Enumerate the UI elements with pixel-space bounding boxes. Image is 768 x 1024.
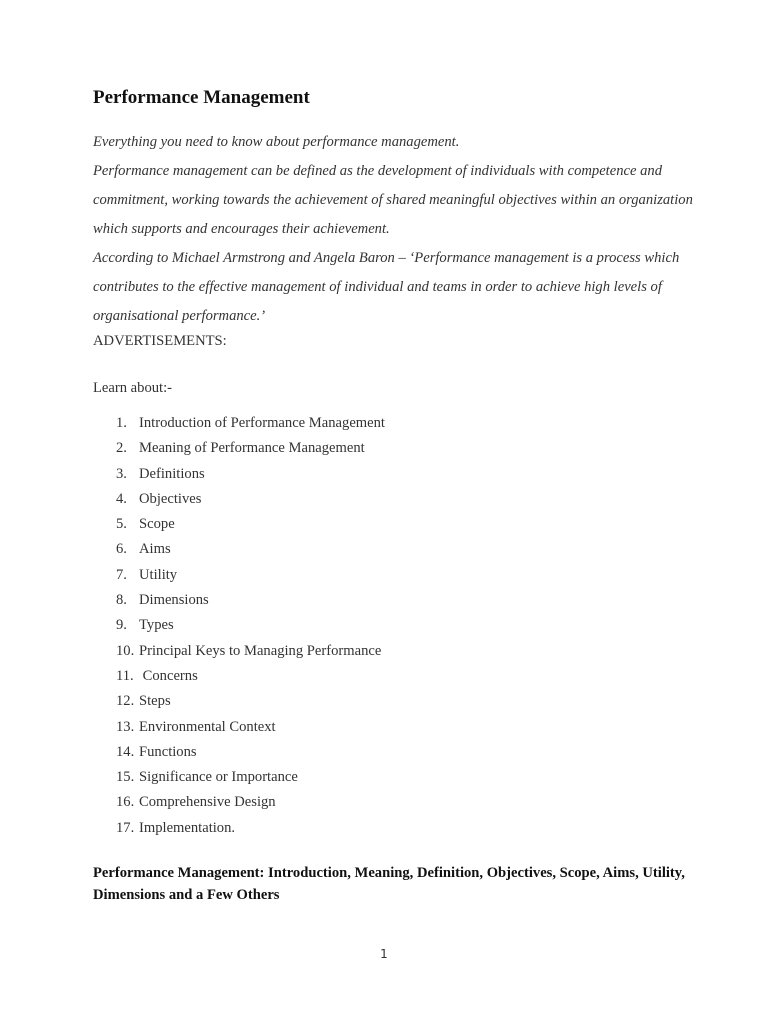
toc-item[interactable] (116, 588, 385, 613)
toc-item-text: Objectives (139, 490, 202, 507)
toc-item-text: Definitions (139, 465, 205, 482)
toc-item[interactable] (116, 664, 385, 689)
toc-item-text: Types (139, 617, 174, 634)
section-heading: Performance Management: Introduction, Meaning, Definition, Objectives, Scope, Aims, Utility, Dimensions and a Few Others (93, 865, 685, 903)
toc-item-number: 17. (116, 819, 135, 836)
toc-item-text: Significance or Importance (139, 769, 298, 786)
toc-item[interactable] (116, 740, 385, 765)
toc-item-number: 11. (116, 667, 134, 684)
page-number: 1 (380, 947, 388, 961)
toc-item-text: Principal Keys to Managing Performance (139, 642, 382, 659)
toc-item-text: Implementation. (139, 819, 236, 836)
toc-item-number: 12. (116, 693, 135, 710)
toc-item-text: Comprehensive Design (139, 794, 276, 811)
toc-item[interactable] (116, 790, 385, 815)
toc-item-text: Dimensions (139, 592, 209, 609)
toc-item-number: 8. (116, 592, 127, 609)
advertisements-label: ADVERTISEMENTS: (93, 333, 227, 349)
toc-item-number: 10. (116, 642, 135, 659)
toc-item-text: Concerns (139, 667, 198, 684)
page-title: Performance Management (93, 87, 310, 108)
toc-item[interactable] (116, 487, 385, 512)
toc-item-text: Aims (139, 541, 171, 558)
toc-item-number: 7. (116, 566, 127, 583)
toc-item-number: 1. (116, 415, 127, 431)
toc-item[interactable] (116, 816, 385, 841)
toc-item-number: 13. (116, 718, 135, 735)
toc-item-number: 3. (116, 465, 127, 482)
toc-item-text: Utility (139, 566, 178, 583)
toc-item[interactable] (116, 512, 385, 537)
toc-item-number: 5. (116, 516, 127, 533)
toc-item-number: 4. (116, 490, 127, 507)
toc-item[interactable] (116, 411, 385, 436)
toc-item[interactable] (116, 613, 385, 638)
toc-item-text: Scope (139, 516, 175, 533)
toc-item[interactable] (116, 765, 385, 790)
toc-item[interactable] (116, 462, 385, 487)
intro-paragraph: According to Michael Armstrong and Angela Baron – ‘Performance management is a process which contributes to the effective management of individual and teams in order to achieve high levels of organisational performance.’ (93, 250, 680, 324)
toc-item-number: 2. (116, 440, 127, 457)
intro-text (93, 128, 693, 331)
learn-about-label: Learn about:- (93, 380, 173, 396)
toc-item[interactable] (116, 689, 385, 714)
toc-item-number: 15. (116, 769, 135, 786)
intro-paragraph: Performance management can be defined as the development of individuals with competence and commitment, working towards the achievement of shared meaningful objectives within an organization which supports and encourages their achievement. (93, 163, 693, 237)
toc-item-number: 9. (116, 617, 127, 634)
toc-item-number: 14. (116, 743, 135, 760)
toc-item-text: Meaning of Performance Management (139, 440, 365, 457)
toc-item-number: 16. (116, 794, 135, 811)
toc-item-text: Introduction of Performance Management (139, 415, 385, 431)
toc-item-text: Steps (139, 693, 171, 710)
toc-item-text: Functions (139, 743, 197, 760)
table-of-contents (116, 411, 385, 841)
toc-item[interactable] (116, 639, 385, 664)
toc-item[interactable] (116, 436, 385, 461)
toc-item-number: 6. (116, 541, 127, 558)
toc-item[interactable] (116, 563, 385, 588)
intro-paragraph: Everything you need to know about performance management. (93, 134, 460, 150)
toc-item[interactable] (116, 715, 385, 740)
toc-item-text: Environmental Context (139, 718, 276, 735)
toc-item[interactable] (116, 537, 385, 562)
